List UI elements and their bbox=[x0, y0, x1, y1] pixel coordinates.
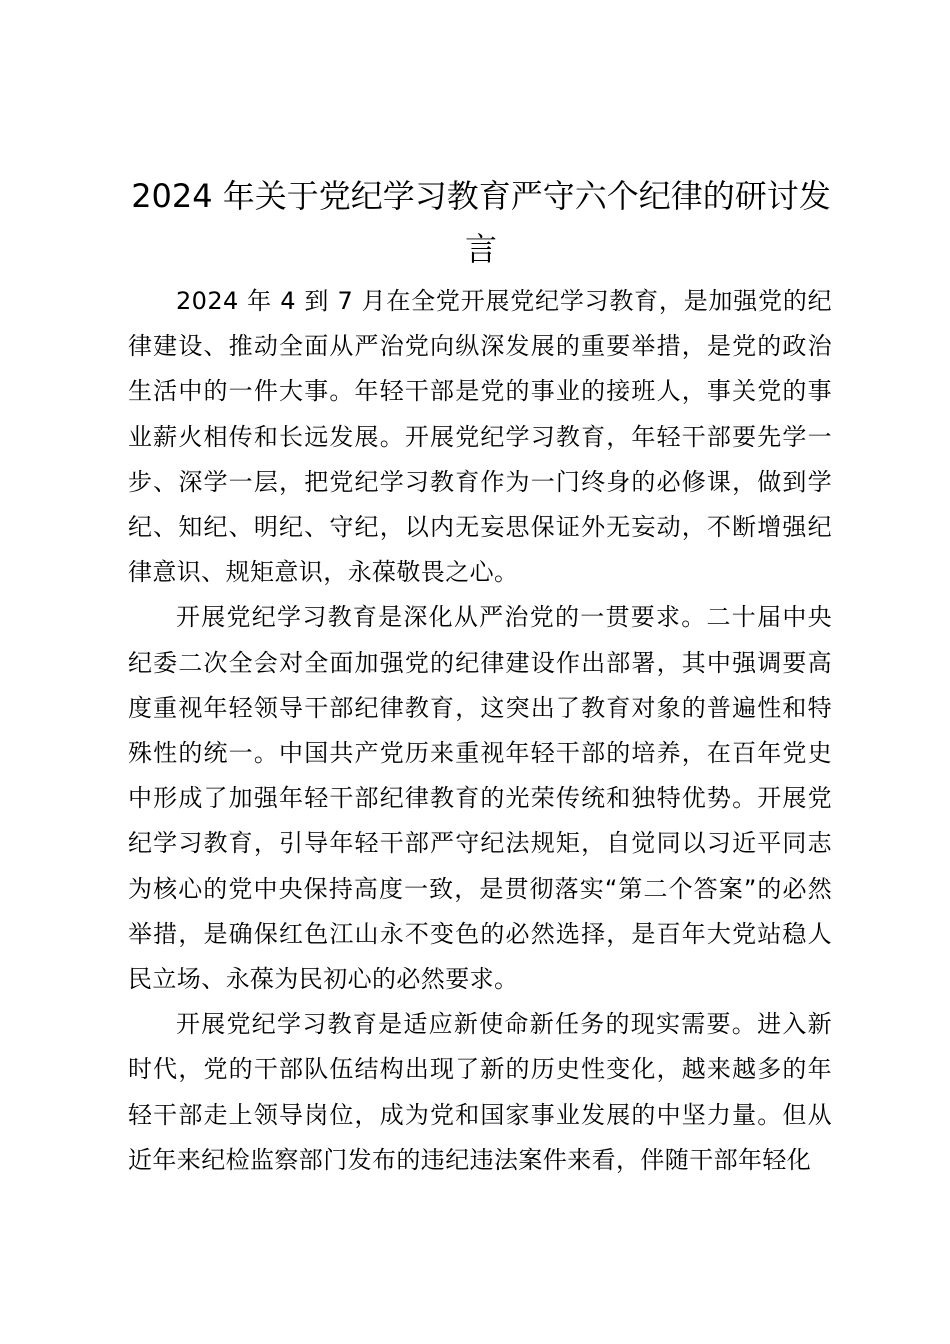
paragraph-1: 2024 年 4 到 7 月在全党开展党纪学习教育，是加强党的纪律建设、推动全面从严治党向纵深发展的重要举措，是党的政治生活中的一件大事。年轻干部是党的事业的接班人，事关党的事业薪火相传和长远发展。开展党纪学习教育，年轻干部要先学一步、深学一层，把党纪学习教育作为一门终身的必修课，做到学纪、知纪、明纪、守纪，以内无妄思保证外无妄动，不断增强纪律意识、规矩意识，永葆敬畏之心。 bbox=[128, 287, 832, 587]
paragraph-2: 开展党纪学习教育是深化从严治党的一贯要求。二十届中央纪委二次全会对全面加强党的纪律建设作出部署，其中强调要高度重视年轻领导干部纪律教育，这突出了教育对象的普遍性和特殊性的统一。中国共产党历来重视年轻干部的培养，在百年党史中形成了加强年轻干部纪律教育的光荣传统和独特优势。开展党纪学习教育，引导年轻干部严守纪法规矩，自觉同以习近平同志为核心的党中央保持高度一致，是贯彻落实“第二个答案”的必然举措，是确保红色江山永不变色的必然选择，是百年大党站稳人民立场、永葆为民初心的必然要求。 bbox=[128, 603, 832, 994]
document-title: 2024 年关于党纪学习教育严守六个纪律的研讨发言 bbox=[131, 177, 831, 268]
document-body bbox=[128, 279, 832, 1183]
paragraph-3: 开展党纪学习教育是适应新使命新任务的现实需要。进入新时代，党的干部队伍结构出现了新的历史性变化，越来越多的年轻干部走上领导岗位，成为党和国家事业发展的中坚力量。但从近年来纪检监察部门发布的违纪违法案件来看，伴随干部年轻化 bbox=[128, 1010, 832, 1174]
